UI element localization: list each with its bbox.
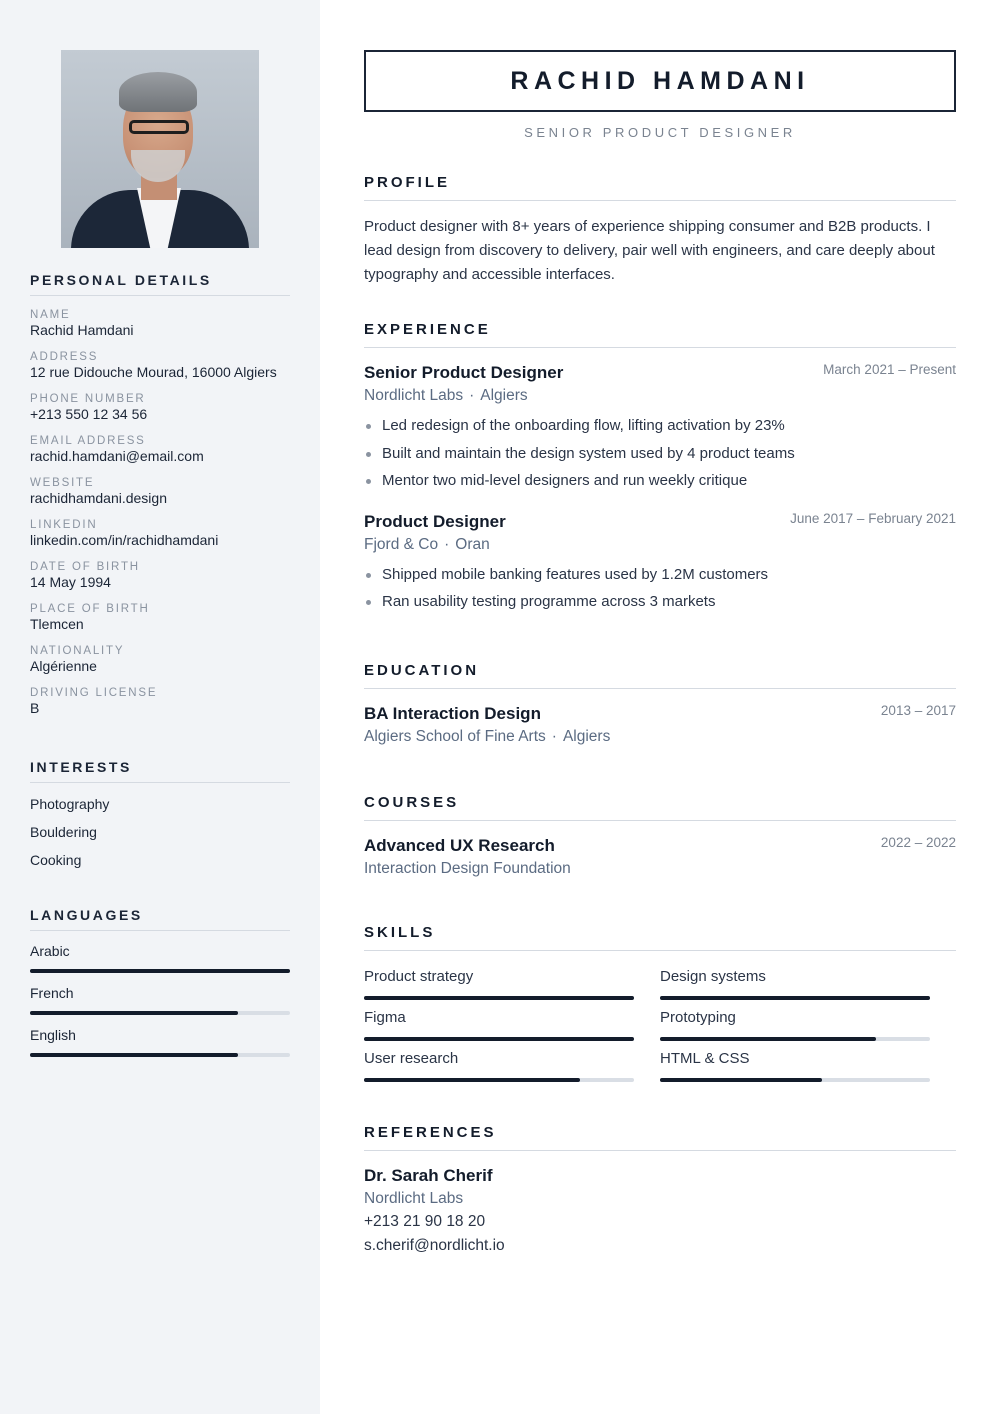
bullet-item: Ran usability testing programme across 3 markets	[364, 588, 956, 616]
detail-value: Tlemcen	[30, 616, 84, 632]
job-title: SENIOR PRODUCT DESIGNER	[524, 125, 796, 140]
school-line	[364, 726, 956, 748]
reference-phone: +213 21 90 18 20	[364, 1212, 486, 1230]
skill-item	[364, 965, 634, 1000]
languages-section	[30, 907, 290, 1057]
job-dates: June 2017 – February 2021	[790, 510, 956, 526]
reference-company: Nordlicht Labs	[364, 1189, 464, 1207]
reference-name: Dr. Sarah Cherif	[364, 1165, 493, 1185]
language-name: Arabic	[30, 943, 70, 959]
skill-item	[364, 1047, 634, 1082]
courses-section	[364, 794, 956, 880]
course-provider: Interaction Design Foundation	[364, 859, 571, 877]
skill-name: Prototyping	[660, 1008, 736, 1026]
detail-email	[30, 434, 290, 465]
personal-details-heading: PERSONAL DETAILS	[30, 272, 290, 296]
detail-label: PHONE NUMBER	[30, 393, 146, 405]
school-city: Algiers	[562, 727, 611, 745]
education-entry	[364, 703, 956, 748]
skill-name: HTML & CSS	[660, 1049, 750, 1067]
job-company: Fjord & Co	[364, 535, 439, 553]
skill-level-fill	[660, 1078, 822, 1082]
detail-nationality	[30, 644, 290, 675]
detail-address	[30, 350, 290, 381]
job-company-line	[364, 385, 956, 407]
detail-value: +213 550 12 34 56	[30, 406, 148, 422]
profile-heading: PROFILE	[364, 174, 956, 201]
course-entry	[364, 835, 956, 880]
languages-heading: LANGUAGES	[30, 907, 290, 931]
skill-item	[364, 1006, 634, 1041]
skill-level-fill	[660, 996, 930, 1000]
reference-entry	[364, 1165, 956, 1258]
sidebar	[0, 0, 320, 1414]
job-city: Oran	[455, 535, 490, 553]
detail-website	[30, 476, 290, 507]
detail-label: PLACE OF BIRTH	[30, 603, 150, 615]
references-heading: REFERENCES	[364, 1124, 956, 1151]
job-bullets	[364, 412, 956, 495]
job-role: Senior Product Designer	[364, 363, 564, 382]
profile-section	[364, 174, 956, 287]
detail-value: linkedin.com/in/rachidhamdani	[30, 532, 219, 548]
job-dates: March 2021 – Present	[823, 362, 956, 377]
education-heading: EDUCATION	[364, 662, 956, 689]
skill-item	[660, 965, 930, 1000]
detail-place-of-birth	[30, 602, 290, 633]
skill-name: User research	[364, 1049, 459, 1067]
experience-heading: EXPERIENCE	[364, 321, 956, 348]
interest-item: Photography	[30, 796, 110, 812]
skill-level-bar	[660, 1037, 930, 1041]
language-level-fill	[30, 1011, 238, 1015]
detail-phone	[30, 392, 290, 423]
skill-level-fill	[364, 996, 634, 1000]
detail-value: rachid.hamdani@email.com	[30, 448, 204, 464]
experience-section	[364, 321, 956, 616]
references-section	[364, 1124, 956, 1258]
detail-value: Algérienne	[30, 658, 97, 674]
detail-value: B	[30, 700, 40, 716]
skill-item	[660, 1006, 930, 1041]
skills-heading: SKILLS	[364, 924, 956, 951]
education-section	[364, 662, 956, 748]
interests-section	[30, 759, 290, 869]
bullet-item: Mentor two mid-level designers and run weekly critique	[364, 467, 956, 495]
language-level-bar	[30, 1011, 290, 1015]
detail-label: WEBSITE	[30, 477, 95, 489]
interests-heading: INTERESTS	[30, 759, 290, 783]
reference-email: s.cherif@nordlicht.io	[364, 1236, 505, 1254]
skill-level-bar	[364, 996, 634, 1000]
education-dates: 2013 – 2017	[880, 702, 956, 718]
job-city: Algiers	[480, 387, 528, 404]
skill-level-bar	[364, 1037, 634, 1041]
language-name: English	[30, 1027, 76, 1043]
bullet-item: Shipped mobile banking features used by 1.2M customers	[364, 561, 956, 589]
profile-text: Product designer with 8+ years of experience shipping consumer and B2B products. I lead design from discovery to delivery, pair well with engineers, and care deeply about typography and accessible interfaces.	[364, 218, 935, 283]
detail-name	[30, 308, 290, 339]
language-level-bar	[30, 969, 290, 973]
detail-label: NATIONALITY	[30, 645, 125, 657]
language-item	[30, 985, 290, 1015]
candidate-name: RACHID HAMDANI	[510, 66, 810, 95]
job-bullets	[364, 561, 956, 616]
detail-label: DRIVING LICENSE	[30, 687, 158, 699]
detail-label: NAME	[30, 309, 71, 321]
skill-level-bar	[660, 996, 930, 1000]
language-name: French	[30, 985, 74, 1001]
detail-date-of-birth	[30, 560, 290, 591]
skill-name: Product strategy	[364, 967, 474, 985]
skill-item	[660, 1047, 930, 1082]
skill-level-bar	[364, 1078, 634, 1082]
language-item	[30, 1027, 290, 1057]
main-content	[320, 0, 1000, 1414]
language-level-bar	[30, 1053, 290, 1057]
experience-entry	[364, 362, 956, 495]
skill-name: Design systems	[660, 967, 766, 985]
profile-photo	[61, 50, 259, 248]
bullet-item: Led redesign of the onboarding flow, lifting activation by 23%	[364, 412, 956, 440]
degree: BA Interaction Design	[364, 703, 541, 723]
personal-details-section	[30, 272, 290, 717]
separator-dot: ·	[444, 535, 450, 553]
name-box	[364, 50, 956, 112]
courses-heading: COURSES	[364, 794, 956, 821]
course-name: Advanced UX Research	[364, 835, 555, 855]
detail-value: Rachid Hamdani	[30, 322, 134, 338]
school-name: Algiers School of Fine Arts	[364, 727, 546, 745]
job-company-line	[364, 534, 956, 556]
detail-driving-license	[30, 686, 290, 717]
skill-level-fill	[364, 1078, 580, 1082]
language-item	[30, 943, 290, 973]
detail-value: rachidhamdani.design	[30, 490, 167, 506]
language-level-fill	[30, 969, 290, 973]
detail-label: ADDRESS	[30, 351, 99, 363]
skill-name: Figma	[364, 1008, 406, 1026]
job-role: Product Designer	[364, 511, 506, 531]
experience-entry	[364, 511, 956, 616]
detail-value: 12 rue Didouche Mourad, 16000 Algiers	[30, 364, 277, 380]
interest-item: Bouldering	[30, 824, 97, 840]
skill-level-fill	[660, 1037, 876, 1041]
detail-linkedin	[30, 518, 290, 549]
detail-label: EMAIL ADDRESS	[30, 435, 146, 447]
course-dates: 2022 – 2022	[880, 834, 956, 850]
skill-level-fill	[364, 1037, 634, 1041]
detail-value: 14 May 1994	[30, 574, 111, 590]
language-level-fill	[30, 1053, 238, 1057]
bullet-item: Built and maintain the design system used by 4 product teams	[364, 440, 956, 468]
skills-grid	[364, 959, 956, 1082]
detail-label: LINKEDIN	[30, 519, 98, 531]
separator-dot: ·	[469, 387, 475, 404]
job-company: Nordlicht Labs	[364, 387, 464, 404]
skill-level-bar	[660, 1078, 930, 1082]
interest-item: Cooking	[30, 852, 82, 868]
separator-dot: ·	[551, 727, 557, 745]
detail-label: DATE OF BIRTH	[30, 561, 140, 573]
skills-section	[364, 924, 956, 1082]
